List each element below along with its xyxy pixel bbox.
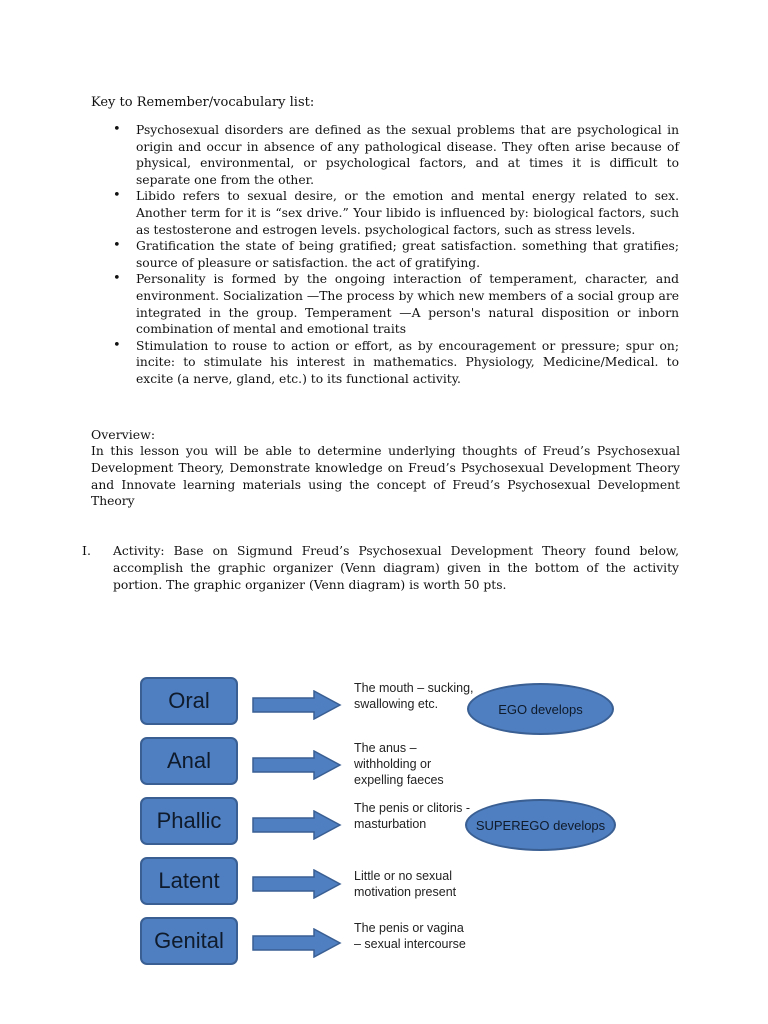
vocab-item-libido: • Libido refers to sexual desire, or the emotion and mental energy related to sex. Another term for it is “sex drive.” Your libido is influenced by: biological factors, such as testosterone and estrogen levels. psychological factors, such as stress levels. [113,188,679,238]
arrow-icon [252,928,342,958]
vocab-item-personality: • Personality is formed by the ongoing interaction of temperament, character, and environment. Socialization —The process by which new members of a social group are integrated in the group. Temperament —A person's natural disposition or inborn combination of mental and emotional traits [113,271,679,337]
stage-box-phallic: Phallic [140,797,238,845]
activity-number: I. [82,543,91,558]
arrow-icon [252,869,342,899]
stage-desc-phallic: The penis or clitoris - masturbation [354,801,471,831]
arrow-icon [252,810,342,840]
ego-develops-ellipse: EGO develops [467,683,614,735]
stage-desc-genital: The penis or vagina – sexual intercourse [354,921,466,951]
vocabulary-heading: Key to Remember/vocabulary list: [91,95,315,110]
vocab-item-gratification: • Gratification the state of being gratified; great satisfaction. something that gratifies; source of pleasure or satisfaction. the act of gratifying. [113,238,679,271]
stage-desc-anal: The anus – withholding or expelling faeces [354,741,444,787]
stage-box-latent: Latent [140,857,238,905]
vocab-item-stimulation: • Stimulation to rouse to action or effort, as by encouragement or pressure; spur on; incite: to stimulate his interest in mathematics. Physiology, Medicine/Medical. to excite (a nerve, gland, etc.) to its functional activity. [113,338,679,388]
stage-box-oral: Oral [140,677,238,725]
stage-box-genital: Genital [140,917,238,965]
superego-develops-ellipse: SUPEREGO develops [465,799,616,851]
stage-box-anal: Anal [140,737,238,785]
arrow-icon [252,690,342,720]
stage-desc-latent: Little or no sexual motivation present [354,869,457,899]
overview-heading: Overview: [91,427,156,442]
overview-text: In this lesson you will be able to determine underlying thoughts of Freud’s Psychosexual Development Theory, Demonstrate knowledge on Freud’s Psychosexual Development Theory and Innovate learning materials using the concept of Freud’s Psychosexual Development Theory [91,444,680,509]
vocab-item-psychosexual-disorders: • Psychosexual disorders are defined as the sexual problems that are psychological in origin and occur in absence of any pathological disease. They often arise because of physical, environmental, or psychological factors, and at times it is difficult to separate one from the other. [113,122,679,188]
stage-desc-oral: The mouth – sucking, swallowing etc. [354,681,474,711]
arrow-icon [252,750,342,780]
activity-instructions: Activity: Base on Sigmund Freud’s Psychosexual Development Theory found below, accomplish the graphic organizer (Venn diagram) given in the bottom of the activity portion. The graphic organizer (Venn diagram) is worth 50 pts. [113,544,679,592]
